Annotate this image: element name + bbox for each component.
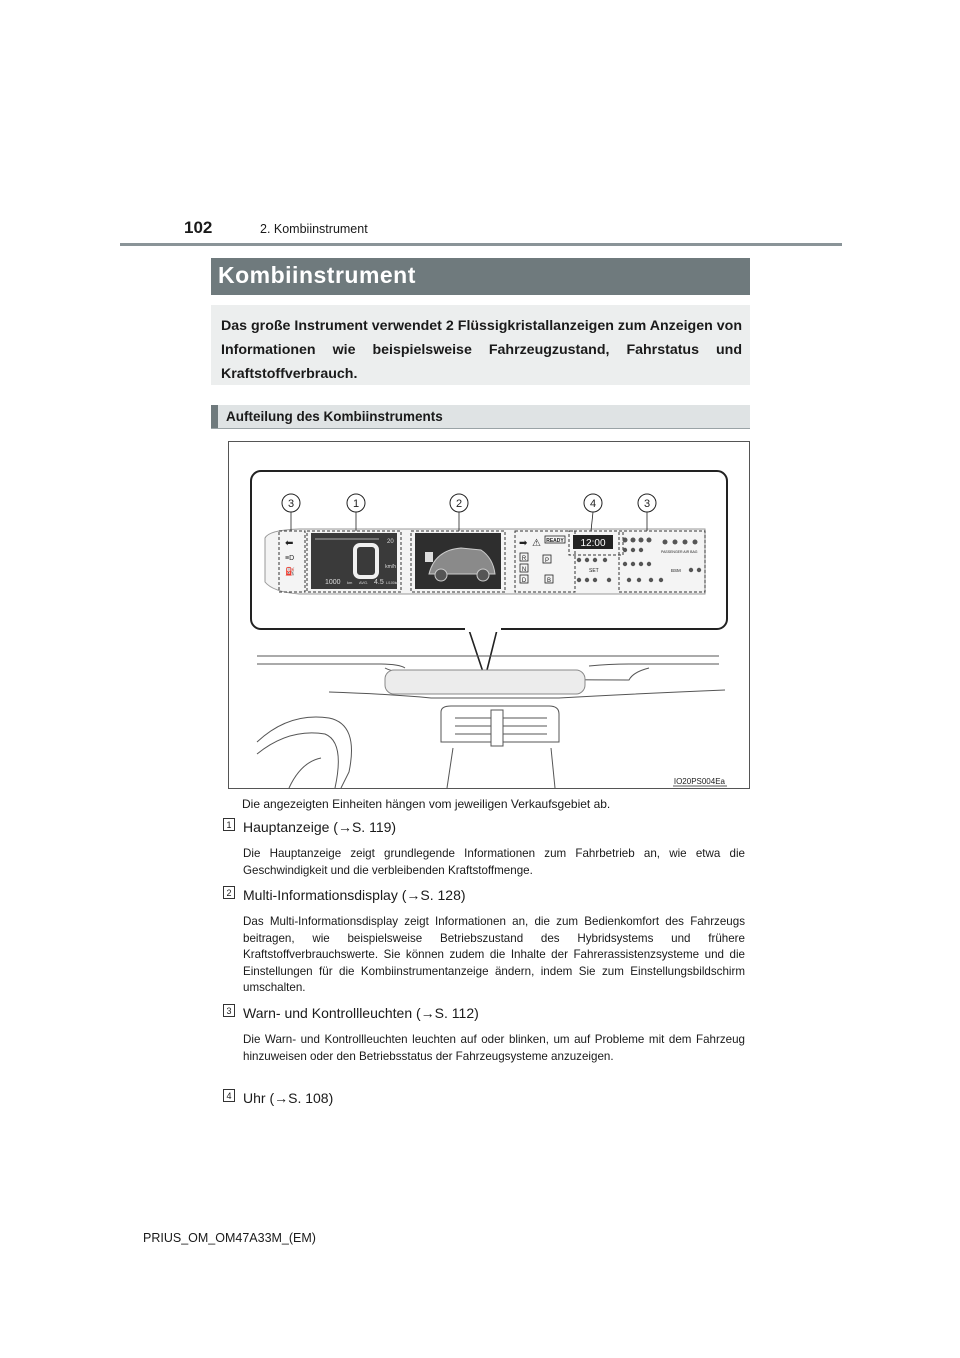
callout-3-right-label: 3 <box>643 498 651 510</box>
bsm-label: BSM <box>671 568 681 573</box>
subheading: Aufteilung des Kombiinstruments <box>226 409 443 424</box>
callout-4-label: 4 <box>589 498 597 510</box>
passenger-airbag-label: PASSENGER AIR BAG <box>661 550 698 554</box>
set-label: SET <box>589 568 599 574</box>
gear-n: N <box>521 567 527 573</box>
item-title-1: Hauptanzeige (→S. 119) <box>243 819 397 835</box>
item-title-2: Multi-Informationsdisplay (→S. 128) <box>243 887 466 903</box>
instrument-figure <box>228 441 750 789</box>
item-body-3: Die Warn- und Kontrollleuchten leuchten auf oder blinken, um auf Probleme mit dem Fahrzeug hinzuweisen oder den Betriebsstatus der Fahrzeugsysteme anzuzeigen. <box>243 1033 745 1063</box>
fuel-icon: ⛽ <box>285 567 295 576</box>
ready-label: READY <box>546 538 564 544</box>
turn-signal-icon: ⬅ <box>285 538 294 549</box>
turn-signal-right-icon: ➡ <box>519 538 528 549</box>
zoom-pointer-mask <box>465 626 501 632</box>
item-body-2: Das Multi-Informationsdisplay zeigt Informationen an, die zum Bedienkomfort des Fahrzeugs beitragen, wie beispielsweise Betriebszustand des Hybridsystems und frühere Kraftstoffverbrauchswerte. Sie können zudem die Inhalte der Fahrerassistenzsysteme und die Einstellungen für die Kombiinstrumentanzeige ändern, indem Sie zum Einstellungsbildschirm umschalten. <box>243 915 745 994</box>
instrument-illustration <box>229 442 749 788</box>
gear-r: R <box>521 556 527 562</box>
car-wheel-front <box>435 569 447 581</box>
header-divider <box>120 243 842 246</box>
callout-1-label: 1 <box>352 498 360 510</box>
dashboard-lines <box>257 656 725 788</box>
page-title: Kombiinstrument <box>218 262 416 288</box>
item-title-3: Warn- und Kontrollleuchten (→S. 112) <box>243 1005 479 1021</box>
item-number-1: 1 <box>223 818 235 831</box>
fuel-economy: 4.5 <box>374 579 384 586</box>
item-body-1: Die Hauptanzeige zeigt grundlegende Informationen zum Fahrbetrieb an, wie etwa die Geschwindigkeit und die verbleibenden Kraftstoffmenge. <box>243 847 745 877</box>
clock-text: 12:00 <box>580 538 606 549</box>
callout-2-label: 2 <box>455 498 463 510</box>
range-label: 20 <box>387 539 394 545</box>
car-wheel-rear <box>477 569 489 581</box>
section-title: 2. Kombiinstrument <box>260 222 368 236</box>
warning-icon: ⚠ <box>532 538 541 549</box>
image-code: IO20PS004Ea <box>673 777 725 786</box>
odometer: 1000 <box>325 579 341 586</box>
figure-note: Die angezeigten Einheiten hängen vom jeweiligen Verkaufsgebiet ab. <box>242 797 611 811</box>
fuel-unit: L/100km <box>386 581 400 585</box>
item-number-4: 4 <box>223 1089 235 1102</box>
gear-d: D <box>521 578 527 584</box>
document-code: PRIUS_OM_OM47A33M_(EM) <box>143 1231 316 1245</box>
callout-3-left-label: 3 <box>287 498 295 510</box>
item-title-4: Uhr (→S. 108) <box>243 1090 334 1106</box>
intro-text: Das große Instrument verwendet 2 Flüssigkristallanzeigen zum Anzeigen von Informationen wie beispielsweise Fahrzeugzustand, Fahrstatus und Kraftstoffverbrauch. <box>221 318 742 382</box>
item-number-2: 2 <box>223 886 235 899</box>
subheading-accent <box>211 405 218 429</box>
avg-label: AVG. <box>359 580 369 585</box>
park-label: P <box>544 558 550 564</box>
item-number-3: 3 <box>223 1004 235 1017</box>
subheading-rule <box>211 428 750 429</box>
b-mode-label: B <box>546 578 552 584</box>
page-number: 102 <box>184 218 213 237</box>
odometer-unit: km <box>347 580 353 585</box>
energy-icon <box>425 552 433 562</box>
speed-unit: km/h <box>385 564 396 570</box>
headlight-icon: ≡D <box>285 555 295 562</box>
